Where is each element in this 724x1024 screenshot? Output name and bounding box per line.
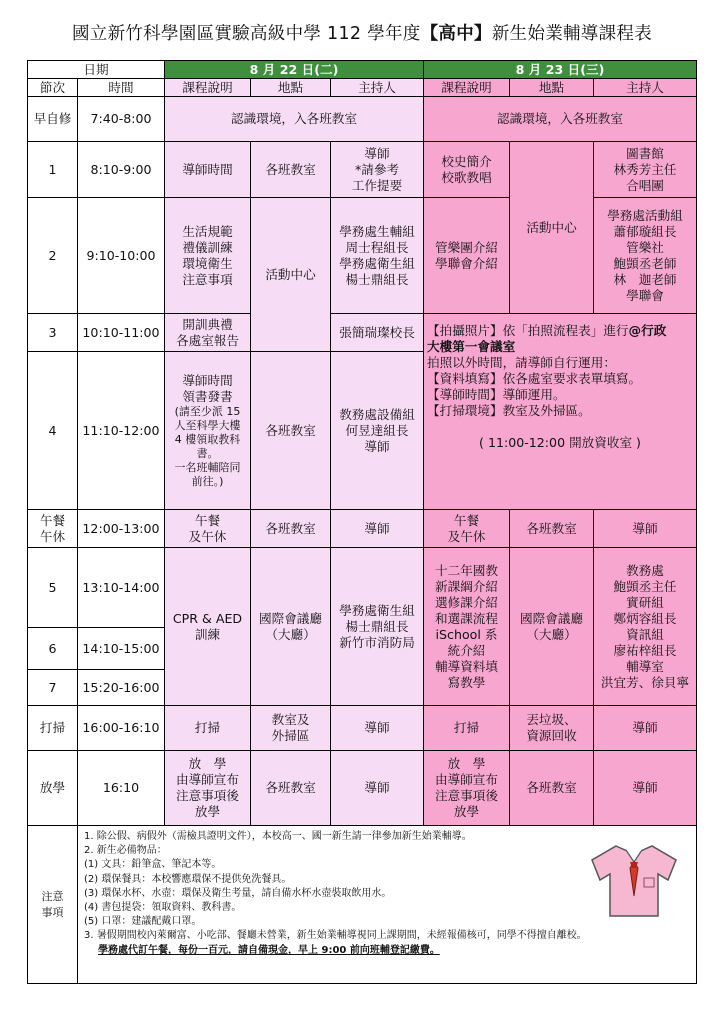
period-cell: 4 xyxy=(28,352,78,510)
period-cell xyxy=(28,510,78,548)
day1-course-cell: 導師時間 xyxy=(165,142,251,198)
notes-label-line: 注意 xyxy=(41,889,64,903)
time-cell: 14:10-15:00 xyxy=(78,628,165,670)
course-line: 由導師宣布 xyxy=(176,772,239,787)
day2-host-cell: 導師 xyxy=(594,751,697,826)
day2-course-cell xyxy=(424,198,510,314)
day2-host-cell: 導師 xyxy=(594,510,697,548)
day1-place-cell xyxy=(251,548,331,706)
place-line: 國際會議廳 xyxy=(259,610,322,626)
row-lunch xyxy=(28,510,697,548)
notice-bold: 大樓第一會議室 xyxy=(427,339,516,354)
day1-course-cell xyxy=(165,751,251,826)
day1-place-label: 地點 xyxy=(251,79,331,97)
notice-bold: @行政 xyxy=(628,323,667,338)
period-line: 午餐 xyxy=(39,512,66,528)
day2-header: 8 月 23 日(三) xyxy=(424,61,697,79)
course-line: 放學 xyxy=(194,804,221,819)
header-row-dates xyxy=(28,61,697,79)
host-line: 廖祐梓組長 xyxy=(613,642,677,658)
time-cell: 8:10-9:00 xyxy=(78,142,165,198)
host-line: 學務處生輔組 xyxy=(339,223,415,239)
day1-course-cell xyxy=(165,314,251,352)
course-line: 環境衛生 xyxy=(182,255,233,271)
row-early xyxy=(28,97,697,142)
notes-item: (2) 環保餐具：本校響應環保不提供免洗餐具。 xyxy=(84,873,292,885)
course-line: 禮儀訓練 xyxy=(182,239,233,255)
course-note-line: 人至科學大樓 xyxy=(174,418,241,432)
day1-course-cell xyxy=(165,548,251,706)
period-cell: 2 xyxy=(28,198,78,314)
course-line: 寫教學 xyxy=(447,674,486,690)
period-cell: 5 xyxy=(28,548,78,628)
day1-host-cell: 導師 xyxy=(331,510,424,548)
course-note-line: (請至少派 15 xyxy=(174,404,241,418)
time-label: 時間 xyxy=(78,79,165,97)
course-line: 午餐 xyxy=(453,512,480,528)
day1-course-cell xyxy=(165,510,251,548)
course-line: 十二年國教 xyxy=(435,562,498,578)
day1-host-cell: 張簡瑞璨校長 xyxy=(331,314,424,352)
notes-item: (4) 書包提袋：領取資料、教科書。 xyxy=(84,902,242,914)
row-dismissal xyxy=(28,751,697,826)
notice-line xyxy=(427,339,693,355)
notes-item: 3. 暑假期間校內萊爾富、小吃部、餐廳未營業，新生始業輔導視同上課期間，未經報備核可，同學不得擅自離校。 xyxy=(84,930,587,942)
course-line: 注意事項後 xyxy=(435,788,498,803)
day1-host-cell xyxy=(331,352,424,510)
course-line: 注意事項 xyxy=(182,271,233,287)
notice-line: 【打掃環境】教室及外掃區。 xyxy=(427,403,591,418)
host-line: 鄭炳容組長 xyxy=(613,610,677,626)
course-note-line: 一名班輔陪同 xyxy=(174,460,241,474)
day2-host-cell: 導師 xyxy=(594,706,697,751)
date-label: 日期 xyxy=(28,61,165,79)
host-line: 鮑顗丞主任 xyxy=(613,578,677,594)
notice-line: 拍照以外時間，請導師自行運用： xyxy=(427,355,616,370)
host-line: 圖書館 xyxy=(626,145,664,161)
place-line: 資源回收 xyxy=(526,728,577,743)
time-cell: 12:00-13:00 xyxy=(78,510,165,548)
row-cleaning xyxy=(28,706,697,751)
course-line: 午餐 xyxy=(194,512,221,528)
course-line: 導師時間 xyxy=(182,372,233,388)
time-cell: 10:10-11:00 xyxy=(78,314,165,352)
course-line: 學聯會介紹 xyxy=(435,255,498,271)
row-period-1 xyxy=(28,142,697,198)
course-line: 選修課介紹 xyxy=(435,594,498,610)
time-cell: 16:00-16:10 xyxy=(78,706,165,751)
time-cell: 16:10 xyxy=(78,751,165,826)
notice-line: ( 11:00-12:00 開放資收室 ) xyxy=(479,435,641,450)
course-line: 校史簡介 xyxy=(441,153,492,169)
time-cell: 15:20-16:00 xyxy=(78,670,165,706)
place-line: 國際會議廳 xyxy=(520,610,583,626)
course-line: 管樂團介紹 xyxy=(435,239,498,255)
day1-course-label: 課程說明 xyxy=(165,79,251,97)
course-line: 放 學 xyxy=(188,756,227,771)
day2-place-cell xyxy=(510,548,594,706)
notes-item: (1) 文具：鉛筆盒、筆記本等。 xyxy=(84,859,222,871)
course-line: 新課綱介紹 xyxy=(435,578,498,594)
day1-host-cell: 導師 xyxy=(331,706,424,751)
course-line: 放學 xyxy=(453,804,480,819)
course-line: 各處室報告 xyxy=(176,332,239,348)
host-line: 蕭郁璇組長 xyxy=(613,223,677,239)
course-line: CPR & AED xyxy=(172,610,243,626)
course-line: 及午休 xyxy=(188,528,227,544)
day1-host-cell xyxy=(331,198,424,314)
course-line: iSchool 系 xyxy=(435,626,498,642)
day2-course-cell xyxy=(424,751,510,826)
place-line: 教室及 xyxy=(271,712,310,727)
host-line: 管樂社 xyxy=(626,239,664,255)
day2-place-cell: 活動中心 xyxy=(510,142,594,314)
day2-course-label: 課程說明 xyxy=(424,79,510,97)
course-line: 校歌教唱 xyxy=(441,169,492,185)
day2-host-cell xyxy=(594,198,697,314)
course-line: 統介紹 xyxy=(447,642,486,658)
place-line: （大廳） xyxy=(265,626,316,642)
host-line: 教務處設備組 xyxy=(339,406,415,422)
day1-place-cell: 各班教室 xyxy=(251,510,331,548)
host-line: 學務處衛生組 xyxy=(339,255,415,271)
period-cell: 7 xyxy=(28,670,78,706)
course-note-line: 書。 xyxy=(196,446,219,460)
day1-place-cell xyxy=(251,706,331,751)
day2-host-cell xyxy=(594,142,697,198)
host-line: 周士程組長 xyxy=(345,239,409,255)
course-line: 領書發書 xyxy=(182,388,233,404)
notice-line: 【資料填寫】依各處室要求表單填寫。 xyxy=(427,371,642,386)
place-line: 外掃區 xyxy=(271,728,310,743)
host-line: 何昱達組長 xyxy=(345,422,409,438)
course-line: 注意事項後 xyxy=(176,788,239,803)
row-notes xyxy=(28,826,697,984)
day2-host-cell xyxy=(594,548,697,706)
time-cell: 9:10-10:00 xyxy=(78,198,165,314)
day1-header: 8 月 22 日(二) xyxy=(165,61,424,79)
notice-text: 【拍攝照片】依「拍照流程表」進行 xyxy=(427,323,629,338)
time-cell: 13:10-14:00 xyxy=(78,548,165,628)
day2-photo-notice xyxy=(424,314,697,510)
page-title xyxy=(0,20,724,45)
day1-course-cell xyxy=(165,352,251,510)
time-cell: 7:40-8:00 xyxy=(78,97,165,142)
day2-place-cell: 各班教室 xyxy=(510,751,594,826)
host-line: 楊士鼎組長 xyxy=(345,271,409,287)
notes-label-line: 事項 xyxy=(41,905,64,919)
day2-course-cell: 打掃 xyxy=(424,706,510,751)
host-line: 楊士鼎組長 xyxy=(345,618,409,634)
day1-early-cell: 認識環境，入各班教室 xyxy=(165,97,424,142)
period-line: 午休 xyxy=(39,528,66,544)
place-line: （大廳） xyxy=(526,626,577,642)
day2-course-cell xyxy=(424,548,510,706)
time-cell: 11:10-12:00 xyxy=(78,352,165,510)
course-line: 和選課流程 xyxy=(435,610,498,626)
place-line: 丟垃圾、 xyxy=(526,712,577,727)
notes-item: (3) 環保水杯、水壺：環保及衛生考量，請自備水杯水壺裝取飲用水。 xyxy=(84,887,392,899)
notes-item: 2. 新生必備物品： xyxy=(84,845,167,857)
day1-host-cell: 導師 xyxy=(331,751,424,826)
day1-course-cell xyxy=(165,198,251,314)
course-note-line: 4 樓領取教科 xyxy=(174,432,241,446)
course-line: 輔導資料填 xyxy=(435,658,498,674)
day2-host-label: 主持人 xyxy=(594,79,697,97)
period-cell: 6 xyxy=(28,628,78,670)
course-line: 開訓典禮 xyxy=(182,316,233,332)
row-period-3 xyxy=(28,314,697,352)
day1-place-cell: 各班教室 xyxy=(251,751,331,826)
row-period-2 xyxy=(28,198,697,314)
notice-line xyxy=(427,323,693,339)
period-cell: 放學 xyxy=(28,751,78,826)
schedule-table xyxy=(27,60,697,984)
course-line: 及午休 xyxy=(447,528,486,544)
day1-host-label: 主持人 xyxy=(331,79,424,97)
host-line: 學務處衛生組 xyxy=(339,602,415,618)
day2-place-cell: 各班教室 xyxy=(510,510,594,548)
period-cell: 早自修 xyxy=(28,97,78,142)
host-line: 輔導室 xyxy=(626,658,664,674)
period-cell: 1 xyxy=(28,142,78,198)
notes-list xyxy=(78,826,697,984)
course-note-line: 前往。) xyxy=(191,474,224,488)
day2-place-cell xyxy=(510,706,594,751)
uniform-shirt-icon xyxy=(586,840,682,920)
course-line: 訓練 xyxy=(194,626,221,642)
day1-place-cell: 各班教室 xyxy=(251,142,331,198)
host-line: 導師 xyxy=(364,438,390,454)
host-line: *請參考 xyxy=(354,161,400,177)
notes-lunch-order: 學務處代訂午餐，每份一百元，請自備現金，早上 9:00 前向班輔登記繳費。 xyxy=(98,944,440,956)
host-line: 新竹市消防局 xyxy=(339,634,415,650)
row-period-5 xyxy=(28,548,697,628)
day1-place-cell: 活動中心 xyxy=(251,198,331,352)
notice-line: 【導師時間】導師運用。 xyxy=(427,387,566,402)
title-sub: 新生始業輔導課程表 xyxy=(491,24,653,44)
host-line: 教務處 xyxy=(626,562,664,578)
host-line: 林秀芳主任 xyxy=(613,161,677,177)
day1-host-cell xyxy=(331,548,424,706)
course-line: 放 學 xyxy=(447,756,486,771)
notes-item: 1. 除公假、病假外（需檢具證明文件），本校高一、國一新生請一律參加新生始業輔導。 xyxy=(84,831,472,842)
host-line: 林 迦老師 xyxy=(613,271,677,287)
host-line: 鮑顗丞老師 xyxy=(613,255,677,271)
day2-early-cell: 認識環境，入各班教室 xyxy=(424,97,697,142)
day1-place-cell: 各班教室 xyxy=(251,352,331,510)
period-cell: 打掃 xyxy=(28,706,78,751)
course-line: 由導師宣布 xyxy=(435,772,498,787)
day1-host-cell xyxy=(331,142,424,198)
title-bracket: 【高中】 xyxy=(420,24,492,44)
host-line: 工作提要 xyxy=(351,177,403,193)
day2-place-label: 地點 xyxy=(510,79,594,97)
header-row-columns xyxy=(28,79,697,97)
title-main: 國立新竹科學園區實驗高級中學 112 學年度 xyxy=(71,24,421,44)
notes-label xyxy=(28,826,78,984)
course-line: 生活規範 xyxy=(182,223,233,239)
day1-course-cell: 打掃 xyxy=(165,706,251,751)
period-label: 節次 xyxy=(28,79,78,97)
host-line: 學聯會 xyxy=(626,287,664,303)
day2-course-cell xyxy=(424,510,510,548)
host-line: 洪宜芳、徐貝寧 xyxy=(600,674,690,690)
day2-course-cell xyxy=(424,142,510,198)
host-line: 實研組 xyxy=(626,594,664,610)
host-line: 學務處活動組 xyxy=(607,207,683,223)
host-line: 資訊組 xyxy=(626,626,664,642)
host-line: 導師 xyxy=(364,145,390,161)
notes-item: (5) 口罩：建議配戴口罩。 xyxy=(84,916,202,928)
host-line: 合唱團 xyxy=(626,177,664,193)
period-cell: 3 xyxy=(28,314,78,352)
